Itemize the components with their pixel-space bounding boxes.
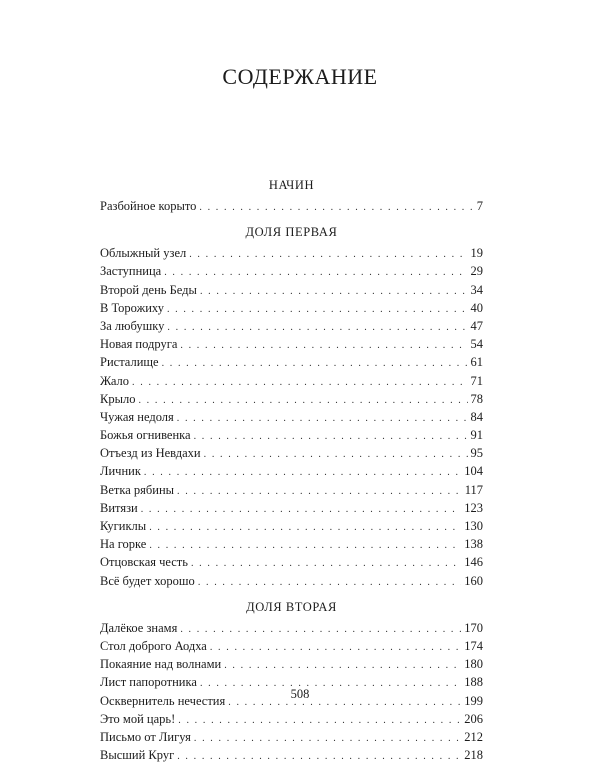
entry-title: Разбойное корыто <box>100 199 197 213</box>
entry-page-number: 47 <box>470 318 483 333</box>
entry-title: Это мой царь! <box>100 711 176 726</box>
entry-page-number: 174 <box>464 638 483 653</box>
entry-page-number: 170 <box>464 620 483 635</box>
entry-page-number: 180 <box>464 657 483 672</box>
toc-entry <box>100 444 483 462</box>
entry-title: Заступница <box>100 264 162 279</box>
toc-entry <box>100 299 483 317</box>
entry-page-number: 71 <box>470 373 483 388</box>
entry-title: Личник <box>100 464 141 479</box>
toc-entry <box>100 390 483 408</box>
dot-leader <box>132 374 467 392</box>
entry-title: Крыло <box>100 391 136 406</box>
dot-leader <box>198 574 461 592</box>
dot-leader <box>194 730 461 748</box>
toc-entry <box>100 481 483 499</box>
entry-title: На горке <box>100 537 147 552</box>
toc-entry <box>100 408 483 426</box>
page-title: СОДЕРЖАНИЕ <box>222 64 378 89</box>
dot-leader <box>149 537 461 555</box>
page-number: 508 <box>290 687 310 701</box>
toc-entry <box>100 335 483 353</box>
dot-leader <box>204 446 468 464</box>
entry-title: Всё будет хорошо <box>100 573 195 588</box>
entry-title: Далёкое знамя <box>100 620 178 635</box>
entry-title: Ветка рябины <box>100 482 175 497</box>
entry-page-number: 40 <box>470 300 483 315</box>
toc-entry <box>100 728 483 746</box>
dot-leader <box>180 337 467 355</box>
entry-title: Витязи <box>100 500 138 515</box>
entry-page-number: 206 <box>464 711 483 726</box>
dot-leader <box>224 657 461 675</box>
entry-page-number: 7 <box>476 199 483 213</box>
entry-title: Ристалище <box>100 355 159 370</box>
toc-entry <box>100 353 483 371</box>
entry-title: Осквернитель нечестия <box>100 693 226 708</box>
toc-entry <box>100 746 483 764</box>
toc-entry <box>100 535 483 553</box>
entry-page-number: 95 <box>470 446 483 461</box>
dot-leader <box>177 483 462 501</box>
entry-page-number: 78 <box>470 391 483 406</box>
dot-leader <box>180 621 461 639</box>
toc-entry <box>100 710 483 728</box>
dot-leader <box>167 301 468 319</box>
toc-entry <box>100 553 483 571</box>
entry-title: Лист папоротника <box>100 675 197 690</box>
toc-entry <box>100 517 483 535</box>
entry-title: Письмо от Лигуя <box>100 729 191 744</box>
entry-page-number: 104 <box>464 464 483 479</box>
entry-page-number: 34 <box>470 282 483 297</box>
dot-leader <box>162 355 468 373</box>
entry-page-number: 117 <box>464 482 483 497</box>
dot-leader <box>141 501 462 519</box>
entry-title: Чужая недоля <box>100 409 174 424</box>
toc-entry <box>100 197 483 215</box>
entry-page-number: 218 <box>464 748 483 763</box>
dot-leader <box>178 712 461 730</box>
entry-page-number: 123 <box>464 500 483 515</box>
entry-title: Стол доброго Аодха <box>100 638 207 653</box>
table-of-contents <box>100 176 483 764</box>
entry-title: Отъезд из Невдахи <box>100 446 201 461</box>
dot-leader <box>177 748 461 766</box>
toc-entry <box>100 426 483 444</box>
entry-page-number: 188 <box>464 675 483 690</box>
section-heading: ДОЛЯ ВТОРАЯ <box>246 599 337 614</box>
entry-title: Кугиклы <box>100 519 147 533</box>
entry-title: Покаяние над волнами <box>100 657 222 672</box>
dot-leader <box>167 319 467 337</box>
toc-entry <box>100 317 483 335</box>
toc-entry <box>100 244 483 262</box>
toc-entry <box>100 499 483 517</box>
entry-title: Жало <box>100 373 130 388</box>
dot-leader <box>210 639 461 657</box>
entry-title: Божья огнивенка <box>100 428 191 443</box>
dot-leader <box>189 246 467 264</box>
dot-leader <box>200 283 468 301</box>
entry-page-number: 212 <box>464 729 483 744</box>
entry-title: В Торожиху <box>100 300 164 315</box>
toc-entry <box>100 572 483 590</box>
entry-title: Облыжный узел <box>100 246 187 261</box>
entry-page-number: 130 <box>464 519 483 533</box>
dot-leader <box>164 264 467 282</box>
dot-leader <box>138 392 467 410</box>
dot-leader <box>144 464 461 482</box>
toc-entry <box>100 462 483 480</box>
entry-page-number: 29 <box>470 264 483 279</box>
entry-title: Высший Круг <box>100 748 175 763</box>
entry-page-number: 54 <box>470 337 483 352</box>
section-heading: ДОЛЯ ПЕРВАЯ <box>245 225 338 240</box>
entry-title: За любушку <box>100 318 165 333</box>
entry-page-number: 84 <box>470 409 483 424</box>
entry-page-number: 160 <box>464 573 483 588</box>
entry-page-number: 61 <box>470 355 483 370</box>
toc-entry <box>100 262 483 280</box>
dot-leader <box>191 555 461 573</box>
toc-entry <box>100 372 483 390</box>
dot-leader <box>199 199 473 217</box>
dot-leader <box>149 519 461 537</box>
entry-title: Новая подруга <box>100 337 178 352</box>
entry-title: Второй день Беды <box>100 282 197 297</box>
entry-page-number: 138 <box>464 537 483 552</box>
dot-leader <box>177 410 468 428</box>
entry-title: Отцовская честь <box>100 555 188 570</box>
section-heading: НАЧИН <box>268 178 315 192</box>
toc-entry <box>100 637 483 655</box>
toc-entry <box>100 619 483 637</box>
entry-page-number: 19 <box>470 246 483 261</box>
entry-page-number: 199 <box>464 693 483 708</box>
dot-leader <box>194 428 468 446</box>
toc-entry <box>100 655 483 673</box>
toc-entry <box>100 281 483 299</box>
entry-page-number: 91 <box>470 428 483 443</box>
entry-page-number: 146 <box>464 555 483 570</box>
